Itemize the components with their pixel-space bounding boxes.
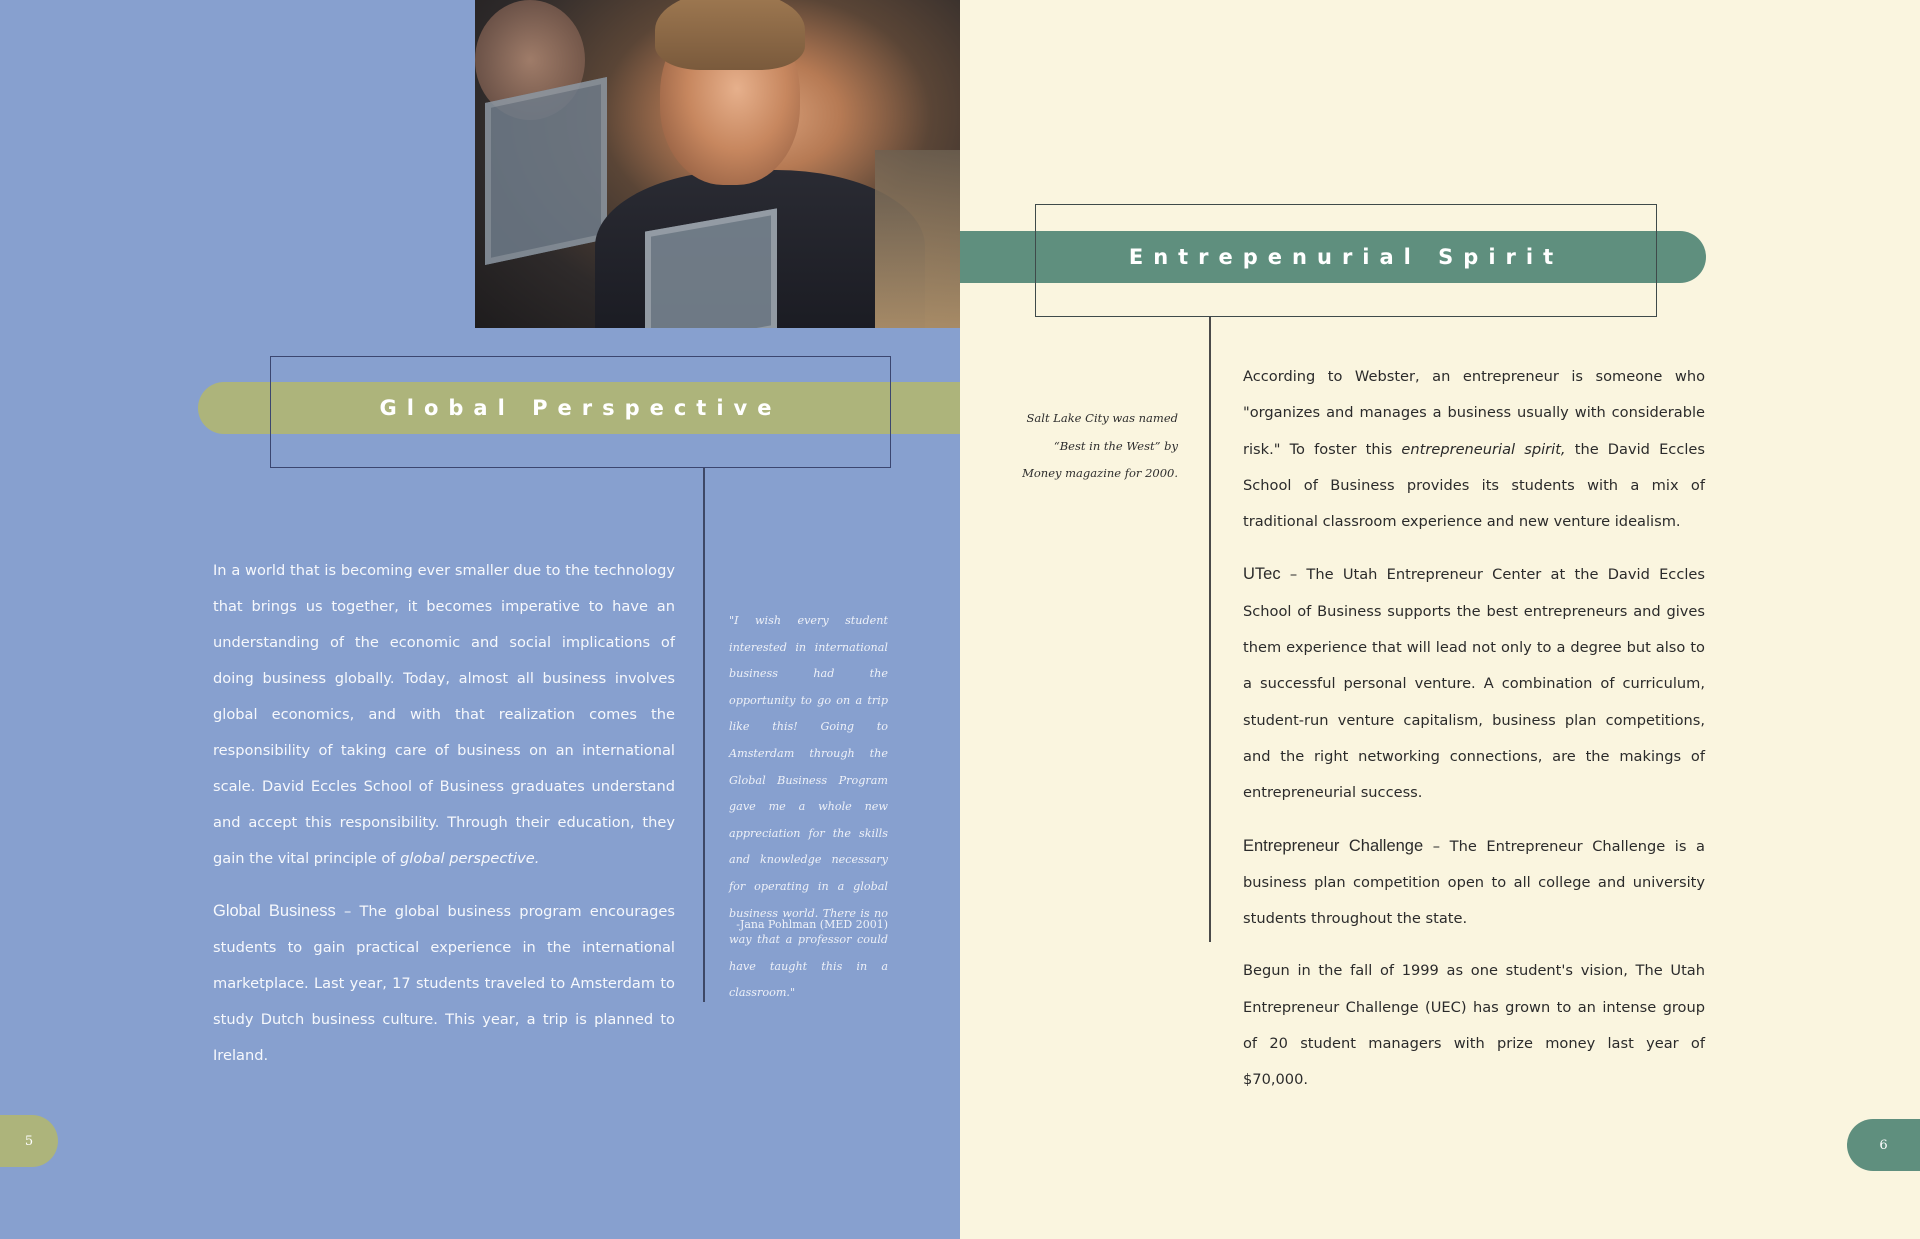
body-paragraph xyxy=(213,893,675,1074)
quote-attribution: -Jana Pohlman (MED 2001) xyxy=(736,918,888,931)
body-paragraph xyxy=(213,553,675,877)
subhead-entrepreneur-challenge: Entrepreneur Challenge xyxy=(1243,836,1424,855)
emphasis-text: entrepreneurial spirit, xyxy=(1401,440,1566,458)
right-divider-line xyxy=(1209,317,1211,942)
emphasis-text: global perspective. xyxy=(400,850,540,867)
student-photo xyxy=(475,0,960,328)
photo-laptop xyxy=(485,77,607,265)
section-title-entrepreneurial-spirit: Entrepenurial Spirit xyxy=(1128,245,1564,269)
global-perspective-body xyxy=(213,553,675,1090)
paragraph-text: In a world that is becoming ever smaller due to the technology that brings us together, it becomes imperative to have an understanding of the economic and social implications of doing business globally. Today, almost all business involves global economics, and with that realization comes the responsibility of taking care of business on an international scale. David Eccles School of Business graduates understand and accept this responsibility. Through their education, they gain the vital principle of xyxy=(213,562,675,867)
paragraph-text: According to Webster, an entrepreneur is someone who "organizes and manages a business usually with considerable risk." To foster this xyxy=(1243,368,1705,458)
pull-quote: "I wish every student interested in international business had the opportunity to go on a trip like this! Going to Amsterdam through the Global Business Program gave me a whole new appreciation for the skills and knowledge necessary for operating in a global business world. There is no way that a professor could have taught this in a classroom." xyxy=(729,614,888,1000)
paragraph-text: the David Eccles School of Business provides its students with a mix of traditional classroom experience and new venture idealism. xyxy=(1243,440,1705,531)
photo-background-right xyxy=(875,150,960,328)
page-number-right: 6 xyxy=(1847,1119,1920,1171)
body-paragraph xyxy=(1243,556,1705,811)
subhead-utec: UTec xyxy=(1243,565,1281,584)
page-number-left: 5 xyxy=(0,1115,58,1167)
body-paragraph xyxy=(1243,828,1705,938)
entrepreneurial-spirit-body xyxy=(1243,359,1705,1115)
subhead-global-business: Global Business xyxy=(213,902,336,920)
paragraph-text: – The Entrepreneur Challenge is a business plan competition open to all college and university students throughout the state. xyxy=(1243,837,1706,928)
paragraph-text: Begun in the fall of 1999 as one student's vision, The Utah Entrepreneur Challenge (UEC) has grown to an intense group of 20 student managers with prize money last year of $70,000. xyxy=(1243,962,1705,1089)
sidenote: Salt Lake City was named “Best in the West” by Money magazine for 2000. xyxy=(1022,411,1178,480)
paragraph-text: – The global business program encourages students to gain practical experience in the international marketplace. Last year, 17 students traveled to Amsterdam to study Dutch business culture. This year, a trip is planned to Ireland. xyxy=(213,903,676,1064)
body-paragraph xyxy=(1243,953,1705,1098)
left-divider-line xyxy=(703,468,705,1002)
body-paragraph xyxy=(1243,359,1705,540)
paragraph-text: – The Utah Entrepreneur Center at the David Eccles School of Business supports the best entrepreneurs and gives them experience that will lead not only to a degree but also to a successful personal venture. A combination of curriculum, student-run venture capitalism, business plan competitions, and the right networking connections, are the makings of entrepreneurial success. xyxy=(1243,566,1705,802)
section-title-global-perspective: Global Perspective xyxy=(379,396,782,420)
photo-hair xyxy=(655,0,805,70)
